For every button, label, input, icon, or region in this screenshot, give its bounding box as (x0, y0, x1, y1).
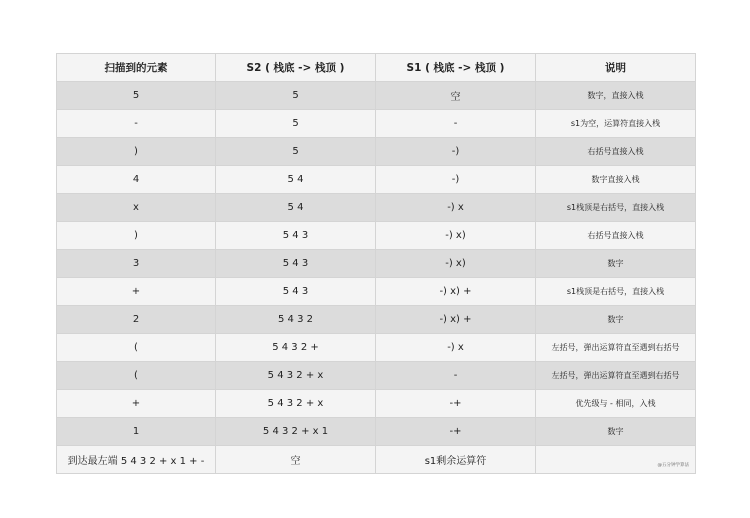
cell-s2: 5 4 3 (216, 222, 376, 250)
table-row (57, 306, 696, 334)
cell-s1: -) x) + (376, 306, 536, 334)
cell-s2: 5 4 (216, 194, 376, 222)
cell-note: 左括号，弹出运算符直至遇到右括号 (536, 334, 696, 362)
table-row (57, 222, 696, 250)
cell-scanned: ( (57, 362, 216, 390)
cell-s1: -) x (376, 334, 536, 362)
cell-scanned: 5 (57, 82, 216, 110)
cell-s2: 5 (216, 138, 376, 166)
cell-note: s1栈顶是右括号，直接入栈 (536, 194, 696, 222)
table-row (57, 334, 696, 362)
cell-s2: 5 4 3 2 + x (216, 362, 376, 390)
cell-note: 数字 (536, 418, 696, 446)
cell-s1: -+ (376, 390, 536, 418)
cell-scanned: + (57, 278, 216, 306)
cell-note: 左括号，弹出运算符直至遇到右括号 (536, 362, 696, 390)
cell-s2: 5 (216, 110, 376, 138)
cell-s2: 5 4 3 2 (216, 306, 376, 334)
header-scanned-element: 扫描到的元素 (57, 54, 216, 82)
cell-s2: 空 (216, 446, 376, 474)
cell-note: s1栈顶是右括号，直接入栈 (536, 278, 696, 306)
cell-s2: 5 4 3 2 + (216, 334, 376, 362)
cell-s1: -) (376, 138, 536, 166)
cell-s2: 5 4 3 2 + x (216, 390, 376, 418)
header-row (57, 54, 696, 82)
cell-s2: 5 4 3 2 + x 1 (216, 418, 376, 446)
cell-scanned: ( (57, 334, 216, 362)
table-row (57, 138, 696, 166)
table-row (57, 278, 696, 306)
table-row (57, 362, 696, 390)
cell-s1: - (376, 110, 536, 138)
header-explanation: 说明 (536, 54, 696, 82)
cell-scanned: ) (57, 138, 216, 166)
cell-scanned: 1 (57, 418, 216, 446)
cell-s1: s1剩余运算符 (376, 446, 536, 474)
header-s2-stack: S2 ( 栈底 -> 栈顶 ) (216, 54, 376, 82)
table-row (57, 166, 696, 194)
cell-s1: - (376, 362, 536, 390)
cell-scanned: + (57, 390, 216, 418)
cell-note: 数字直接入栈 (536, 166, 696, 194)
cell-s1: -) (376, 166, 536, 194)
cell-s1: -) x) + (376, 278, 536, 306)
cell-note: 数字 (536, 306, 696, 334)
cell-scanned: 2 (57, 306, 216, 334)
table-row (57, 110, 696, 138)
cell-scanned: 到达最左端 5 4 3 2 + x 1 + - (57, 446, 216, 474)
cell-s2: 5 4 3 (216, 250, 376, 278)
cell-scanned: 4 (57, 166, 216, 194)
cell-s1: -) x (376, 194, 536, 222)
cell-scanned: 3 (57, 250, 216, 278)
cell-s1: -+ (376, 418, 536, 446)
cell-scanned: x (57, 194, 216, 222)
cell-note: s1为空，运算符直接入栈 (536, 110, 696, 138)
cell-note: 优先级与 - 相同，入栈 (536, 390, 696, 418)
cell-s2: 5 4 3 (216, 278, 376, 306)
watermark: @五分钟学算法 (657, 463, 689, 468)
cell-note: 数字，直接入栈 (536, 82, 696, 110)
cell-note: 数字 (536, 250, 696, 278)
table-row (57, 194, 696, 222)
cell-s2: 5 (216, 82, 376, 110)
cell-scanned: ) (57, 222, 216, 250)
cell-note (536, 446, 696, 474)
cell-note: 右括号直接入栈 (536, 138, 696, 166)
table-row (57, 250, 696, 278)
header-s1-stack: S1 ( 栈底 -> 栈顶 ) (376, 54, 536, 82)
table-row (57, 418, 696, 446)
table-row (57, 446, 696, 474)
conversion-steps-table (56, 53, 696, 474)
cell-s1: -) x) (376, 250, 536, 278)
cell-s1: -) x) (376, 222, 536, 250)
cell-s2: 5 4 (216, 166, 376, 194)
table-row (57, 82, 696, 110)
table-row (57, 390, 696, 418)
cell-scanned: - (57, 110, 216, 138)
cell-s1: 空 (376, 82, 536, 110)
cell-note: 右括号直接入栈 (536, 222, 696, 250)
